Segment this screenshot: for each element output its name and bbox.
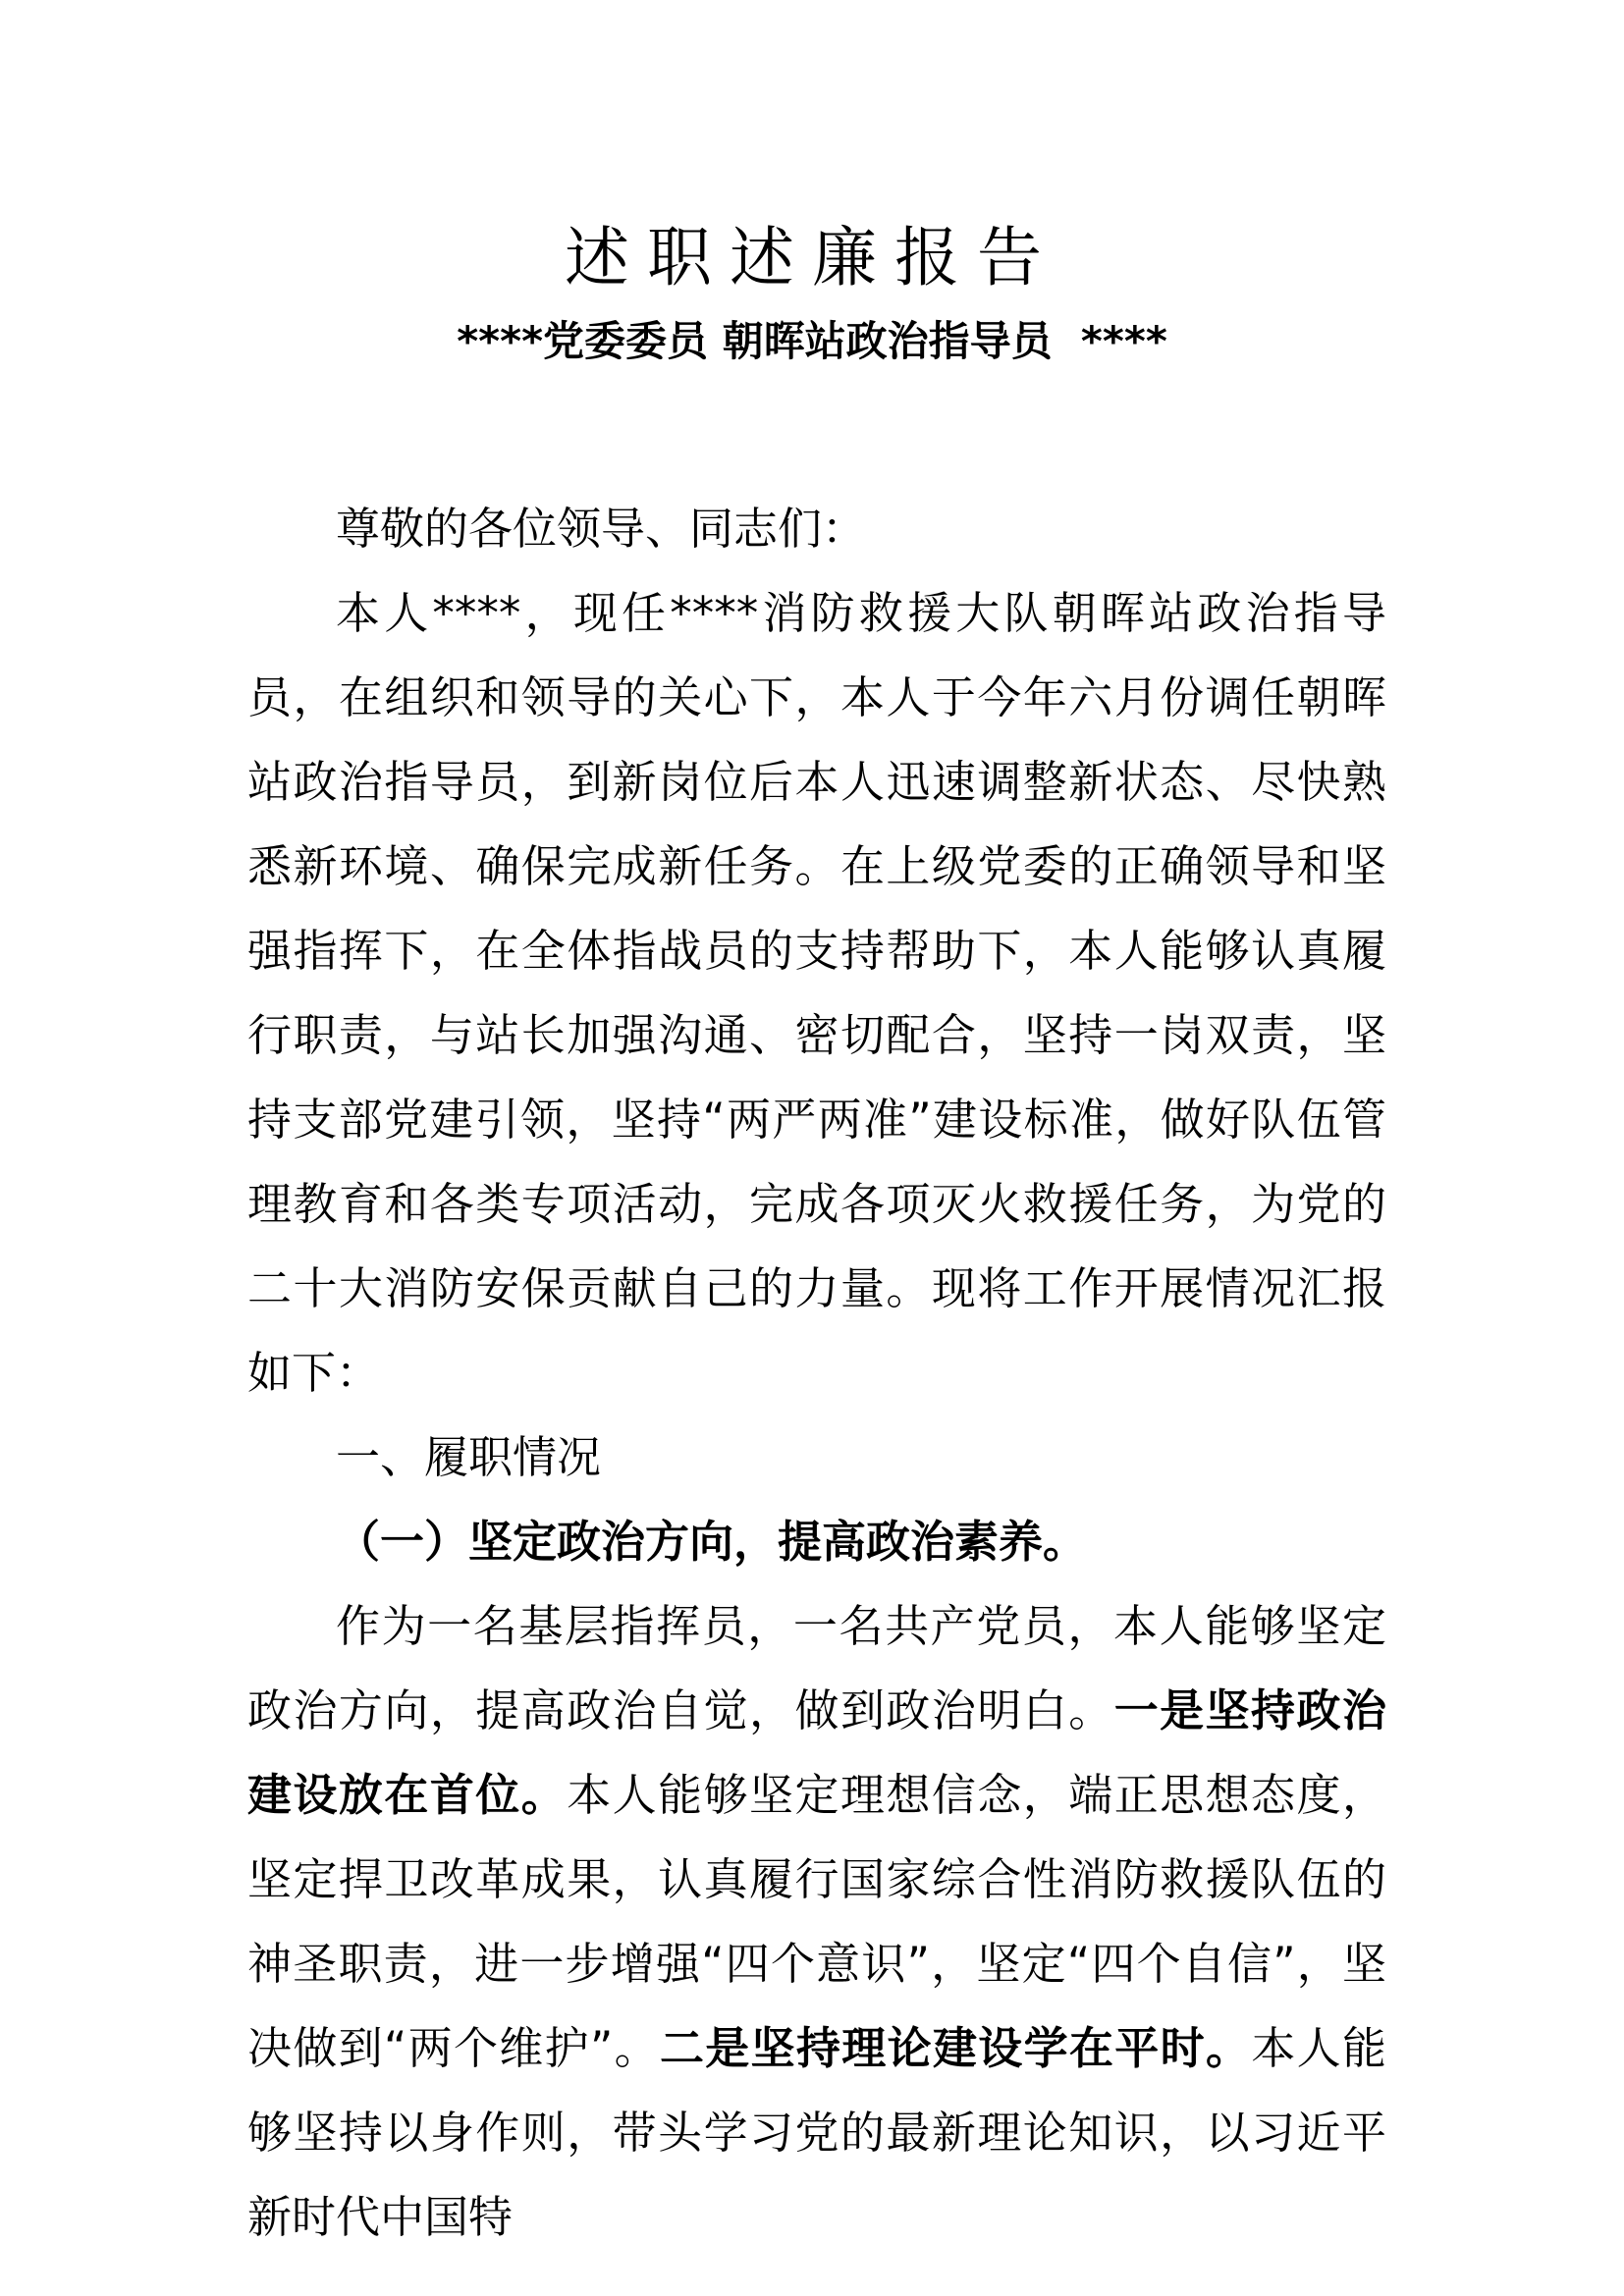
intro-paragraph: 本人****，现任****消防救援大队朝晖站政治指导员，在组织和领导的关心下，本人于今年六月份调任朝晖站政治指导员，到新岗位后本人迅速调整新状态、尽快熟悉新环境、确保完成新任务。在上级党委的正确领导和坚强指挥下，在全体指战员的支持帮助下，本人能够认真履行职责，与站长加强沟通、密切配合，坚持一岗双责，坚持支部党建引领，坚持“两严两准”建设标准，做好队伍管理教育和各类专项活动，完成各项灭火救援任务，为党的二十大消防安保贡献自己的力量。现将工作开展情况汇报如下： (247, 587, 1386, 1399)
paragraph-text: 本人能够坚持以身作则，带头学习党的最新理论知识，以习近平新时代中国特 (247, 2022, 1386, 2243)
section-heading: 一、履职情况 (336, 1431, 602, 1483)
subsection-heading: （一）坚定政治方向，提高政治素养。 (336, 1516, 1088, 1568)
body-paragraph (247, 1584, 1386, 2260)
document-body (247, 487, 1386, 2260)
bold-point-1: 一是坚持政治建设放在首位。 (247, 1684, 1386, 1821)
bold-point-2: 二是坚持理论建设学在平时。 (659, 2022, 1252, 2074)
paragraph-text: 作为一名基层指挥员，一名共产党员，本人能够坚定政治方向，提高政治自觉，做到政治明白。 (247, 1600, 1386, 1736)
paragraph-text: 本人能够坚定理想信念，端正思想态度，坚定捍卫改革成果，认真履行国家综合性消防救援队伍的神圣职责，进一步增强“四个意识”，坚定“四个自信”，坚决做到“两个维护”。 (247, 1769, 1386, 2074)
document-subtitle: ****党委委员 朝晖站政治指导员 **** (457, 317, 1167, 365)
document-title: 述职述廉报告 (565, 220, 1059, 295)
salutation: 尊敬的各位领导、同志们： (336, 503, 867, 555)
